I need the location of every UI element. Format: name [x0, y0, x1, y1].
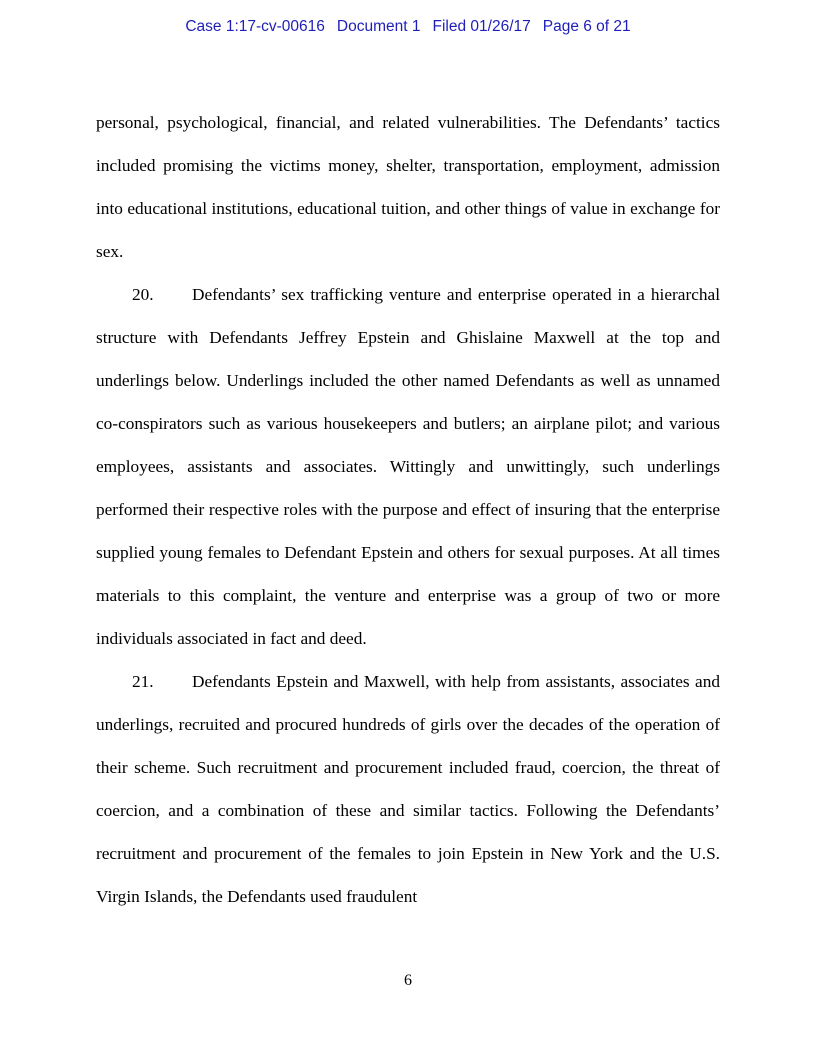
paragraph-21	[96, 660, 720, 918]
page-count: Page 6 of 21	[542, 18, 631, 35]
document-number: Document 1	[336, 18, 421, 35]
paragraph-continuation	[96, 101, 720, 273]
document-body	[96, 101, 720, 918]
paragraph-text: personal, psychological, financial, and related vulnerabilities. The Defendants’ tactics included promising the victims money, shelter, transportation, employment, admission into educational institutions, educational tuition, and other things of value in exchange for sex.	[96, 113, 720, 261]
case-number: Case 1:17-cv-00616	[185, 18, 325, 35]
case-header	[0, 18, 816, 36]
page-number: 6	[404, 972, 412, 989]
filed-date: Filed 01/26/17	[432, 18, 531, 35]
paragraph-20	[96, 273, 720, 660]
paragraph-number: 21.	[132, 672, 154, 691]
paragraph-number: 20.	[132, 285, 154, 304]
paragraph-text: Defendants Epstein and Maxwell, with help from assistants, associates and underlings, recruited and procured hundreds of girls over the decades of the operation of their scheme. Such recruitment and procurement included fraud, coercion, the threat of coercion, and a combination of these and similar tactics. Following the Defendants’ recruitment and procurement of the females to join Epstein in New York and the U.S. Virgin Islands, the Defendants used fraudulent	[96, 672, 720, 906]
paragraph-text: Defendants’ sex trafficking venture and enterprise operated in a hierarchal structure with Defendants Jeffrey Epstein and Ghislaine Maxwell at the top and underlings below. Underlings included the other named Defendants as well as unnamed co-conspirators such as various housekeepers and butlers; an airplane pilot; and various employees, assistants and associates. Wittingly and unwittingly, such underlings performed their respective roles with the purpose and effect of insuring that the enterprise supplied young females to Defendant Epstein and others for sexual purposes. At all times materials to this complaint, the venture and enterprise was a group of two or more individuals associated in fact and deed.	[96, 285, 720, 648]
